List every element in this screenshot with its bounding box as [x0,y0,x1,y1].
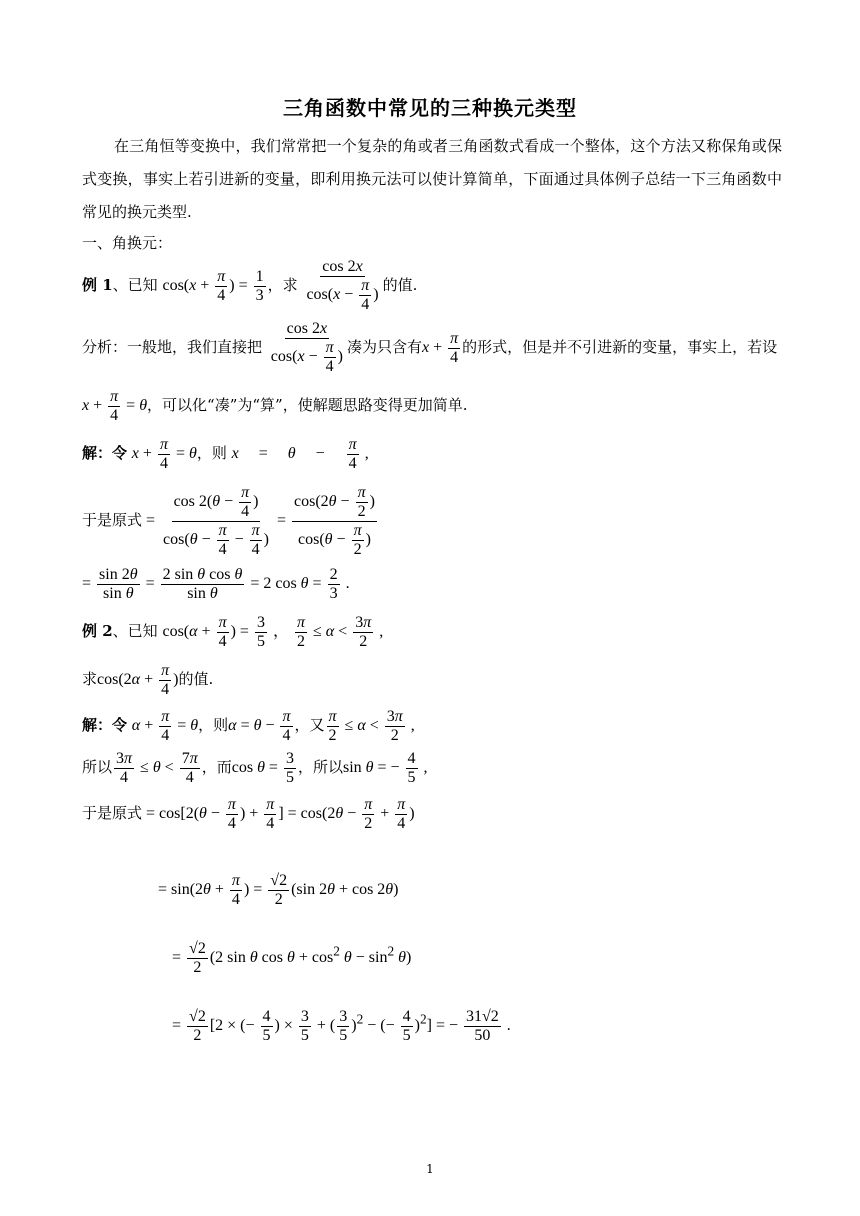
formula-sin-theta: sin θ = − $\frac{4}{5}$ , [342,750,428,786]
formula-ex2-step-4: = $\frac{√2}{2}$ [2 × (− $\frac{4}{5}$ ) × $\frac{3}{5}$ + ( $\frac{3}{5}$ )$^2$ − (− $\frac{4}{5}$ )$^2$] = − $\frac{31√2}{50}$ . [172,1008,511,1044]
formula-target-2: cos 2x cos(x − $\frac{\pi}{4}$ ) [270,320,343,375]
analysis-part-c: 的形式，但是并不引进新的变量，事实上，若设 [462,338,778,356]
analysis-part-d: ，可以化“凑”为“算”，使解题思路变得更加简单. [147,396,468,415]
solution-1-label: 解：令 [82,444,128,463]
solution-2-label: 解：令 [82,716,128,735]
formula-ex2-step-2: = sin(2θ + $\frac{\pi}{4}$ ) = $\frac{√2}{2}$ (sin 2θ + cos 2θ) [158,872,399,908]
example-2-line-2 [82,662,213,699]
solution-2-line-3 [82,796,415,833]
formula-alpha-eq: α = θ − $\frac{\pi}{4}$ [228,708,291,744]
section-heading: 一、角换元： [82,234,173,252]
solution-2-line-1 [82,708,415,745]
example-1-label: 例 1 [82,276,113,294]
formula-cos-theta: cos θ = $\frac{3}{5}$ [231,750,294,786]
solution-2-line-5 [172,940,411,977]
intro-text: 在三角恒等变换中，我们常常把一个复杂的角或者三角函数式看成一个整体，这个方法又称保角或保式变换，事实上若引进新的变量，即利用换元法可以使计算简单，下面通过具体例子总结一下三角函数中常见的换元类型. [82,137,782,221]
example-2-known: 、已知 [112,622,158,641]
formula-let-theta: x + $\frac{\pi}{4}$ = θ [131,436,197,472]
formula-step-2: = $\frac{\sin 2\theta}{\text{sin θ}}$ = $\frac{\text{2 sin θ cos θ}}{\text{sin θ}}$ = 2 cos θ = $\frac{2}{3}$ . [82,566,350,602]
analysis-part-a: 分析：一般地，我们直接把 [82,338,263,356]
solution-2-then: ，则 [198,716,229,735]
formula-substitution: x + $\frac{\pi}{4}$ = θ [82,388,148,424]
formula-cos-x-plus-pi4: cos(x + $\frac{\pi}{4}$ ) = $\frac{1}{3}$ [162,267,264,304]
formula-target-1: cos 2x cos(x − $\frac{\pi}{4}$ ) [306,258,379,313]
example-2-tail: 的值. [178,670,214,689]
solution-2-so2: ，所以 [297,758,343,777]
formula-ex2-target: cos(2α + $\frac{\pi}{4}$ ) [97,662,179,698]
analysis-part-b: 凑为只含有 [346,338,422,356]
formula-x-plus-pi4: x + $\frac{\pi}{4}$ [421,329,459,366]
page-number: 1 [426,1162,434,1176]
analysis-line-1 [82,320,777,376]
example-2-line-1 [82,614,383,651]
formula-theta-range: $\frac{3\pi}{4}$ ≤ θ < $\frac{7\pi}{4}$ [116,750,198,786]
solution-1-line-3 [82,566,350,603]
example-2-label: 例 2 [82,622,113,641]
example-1-tail: 的值. [382,276,418,294]
solution-2-line-2 [82,750,428,787]
formula-step-1: = cos 2(θ − $\frac{\pi}{4}$ ) cos(θ − $\frac{\pi}{4}$ − $\frac{\pi}{4}$ ) = cos(2θ − $\frac{\pi}{2}$ ) cos(θ − $\frac{\pi}{2}$ ) [142,484,375,558]
solution-1-orig: 于是原式 [82,511,143,530]
formula-ex2-step-1: = cos[2(θ − $\frac{\pi}{4}$ ) + $\frac{\pi}{4}$ ] = cos(2θ − $\frac{\pi}{2}$ + $\frac{\pi}{4}$ ) [142,796,415,832]
solution-2-so: 所以 [82,758,113,777]
formula-x-equals: x = θ − $\frac{\pi}{4}$ , [231,436,369,472]
example-1-known: 、已知 [112,276,158,294]
formula-ex2-step-3: = $\frac{√2}{2}$ (2 sin θ $\cos \theta + \cos^2 \theta - \sin^2 \theta$) [172,940,412,976]
solution-1-line-2 [82,484,379,559]
intro-paragraph [82,130,782,229]
solution-2-also: ，又 [294,716,325,735]
example-1-ask: ，求 [267,276,298,294]
formula-ex2-let: α + $\frac{\pi}{4}$ = θ [131,708,199,744]
solution-1-line-1 [82,436,369,473]
document-title: 三角函数中常见的三种换元类型 [283,96,577,120]
solution-2-line-6 [172,1008,511,1045]
analysis-line-2 [82,388,468,425]
solution-2-line-4 [158,872,398,909]
example-2-ask: 求 [82,670,98,689]
solution-1-then: ，则 [196,444,227,463]
formula-ex2-given: cos(α + $\frac{\pi}{4}$ ) = $\frac{3}{5}$ ， $\frac{\pi}{2}$ ≤ α < $\frac{3\pi}{2}$ , [162,614,384,650]
example-1 [82,258,417,314]
solution-2-orig: 于是原式 [82,804,143,823]
formula-alpha-range: $\frac{\pi}{2}$ ≤ α < $\frac{3\pi}{2}$ , [328,708,415,744]
solution-2-and: ，而 [201,758,232,777]
